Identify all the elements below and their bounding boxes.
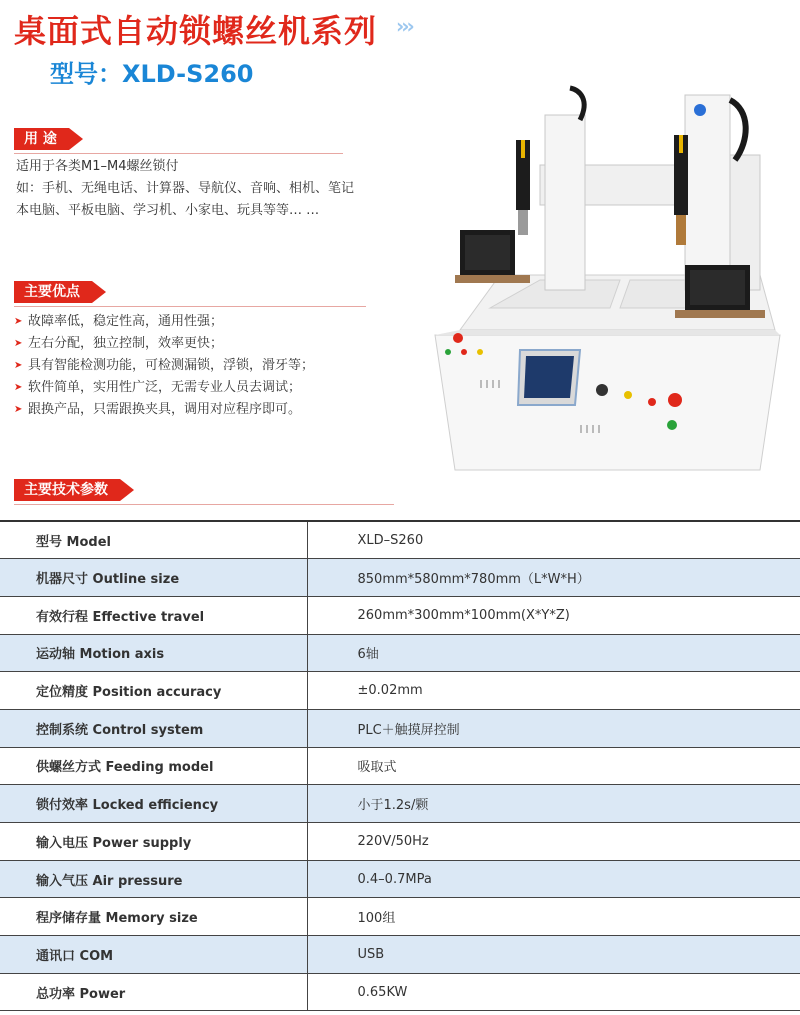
specs-tag-label: 主要技术参数	[14, 479, 120, 501]
spec-label: 锁付效率 Locked efficiency	[0, 785, 307, 823]
tag-underline	[14, 153, 343, 154]
spec-value: 小于1.2s/颗	[307, 785, 800, 823]
spec-value: 260mm*300mm*100mm(X*Y*Z)	[307, 596, 800, 634]
spec-value: ±0.02mm	[307, 672, 800, 710]
spec-label: 型号 Model	[0, 521, 307, 559]
specs-tag	[14, 479, 134, 501]
arrow-bullet-icon: ➤	[14, 382, 23, 393]
model-subtitle: 型号：XLD-S260	[50, 60, 254, 88]
page-title: 桌面式自动锁螺丝机系列	[14, 12, 378, 50]
tag-underline	[14, 306, 366, 307]
spec-label: 供螺丝方式 Feeding model	[0, 747, 307, 785]
table-row	[0, 672, 800, 710]
table-row	[0, 747, 800, 785]
tag-underline	[14, 504, 394, 505]
table-row	[0, 634, 800, 672]
table-row	[0, 823, 800, 861]
spec-value: 100组	[307, 898, 800, 936]
advantages-list	[14, 311, 314, 421]
tag-arrow-icon	[120, 479, 134, 501]
table-row	[0, 559, 800, 597]
arrow-bullet-icon: ➤	[14, 316, 23, 327]
advantages-tag	[14, 281, 106, 303]
spec-value: 220V/50Hz	[307, 823, 800, 861]
spec-label: 输入气压 Air pressure	[0, 860, 307, 898]
table-row	[0, 973, 800, 1011]
list-item	[14, 355, 314, 377]
spec-value: XLD–S260	[307, 521, 800, 559]
spec-value: 0.4–0.7MPa	[307, 860, 800, 898]
spec-label: 有效行程 Effective travel	[0, 596, 307, 634]
spec-table	[0, 520, 800, 1011]
tag-arrow-icon	[92, 281, 106, 303]
spec-value: 850mm*580mm*780mm（L*W*H）	[307, 559, 800, 597]
usage-line: 适用于各类M1–M4螺丝锁付	[16, 159, 179, 174]
arrow-bullet-icon: ➤	[14, 360, 23, 371]
advantages-tag-label: 主要优点	[14, 281, 92, 303]
tag-arrow-icon	[69, 128, 83, 150]
list-item-text: 跟换产品，只需跟换夹具，调用对应程序即可。	[28, 402, 302, 417]
spec-label: 机器尺寸 Outline size	[0, 559, 307, 597]
title-arrows-icon: ›››	[396, 14, 412, 38]
table-row	[0, 521, 800, 559]
table-row	[0, 785, 800, 823]
arrow-bullet-icon: ➤	[14, 404, 23, 415]
spec-label: 通讯口 COM	[0, 936, 307, 974]
table-row	[0, 709, 800, 747]
list-item	[14, 311, 314, 333]
list-item-text: 软件简单，实用性广泛，无需专业人员去调试；	[28, 380, 302, 395]
list-item-text: 具有智能检测功能，可检测漏锁，浮锁，滑牙等；	[28, 358, 315, 373]
table-row	[0, 860, 800, 898]
usage-line: 本电脑、平板电脑、学习机、小家电、玩具等等… …	[16, 203, 320, 218]
table-row	[0, 898, 800, 936]
usage-tag	[14, 128, 83, 150]
spec-value: PLC＋触摸屏控制	[307, 709, 800, 747]
spec-value: 吸取式	[307, 747, 800, 785]
spec-label: 程序储存量 Memory size	[0, 898, 307, 936]
usage-text	[16, 156, 436, 222]
usage-line: 如：手机、无绳电话、计算器、导航仪、音响、相机、笔记	[16, 181, 355, 196]
usage-tag-label: 用 途	[14, 128, 69, 150]
spec-label: 输入电压 Power supply	[0, 823, 307, 861]
list-item	[14, 399, 314, 421]
list-item-text: 左右分配，独立控制，效率更快；	[28, 336, 224, 351]
spec-value: USB	[307, 936, 800, 974]
spec-value: 6轴	[307, 634, 800, 672]
spec-label: 控制系统 Control system	[0, 709, 307, 747]
list-item	[14, 333, 314, 355]
spec-label: 总功率 Power	[0, 973, 307, 1011]
list-item-text: 故障率低，稳定性高，通用性强；	[28, 314, 224, 329]
table-row	[0, 596, 800, 634]
spec-value: 0.65KW	[307, 973, 800, 1011]
arrow-bullet-icon: ➤	[14, 338, 23, 349]
list-item	[14, 377, 314, 399]
table-row	[0, 936, 800, 974]
machine-image	[430, 80, 795, 480]
spec-label: 运动轴 Motion axis	[0, 634, 307, 672]
spec-label: 定位精度 Position accuracy	[0, 672, 307, 710]
